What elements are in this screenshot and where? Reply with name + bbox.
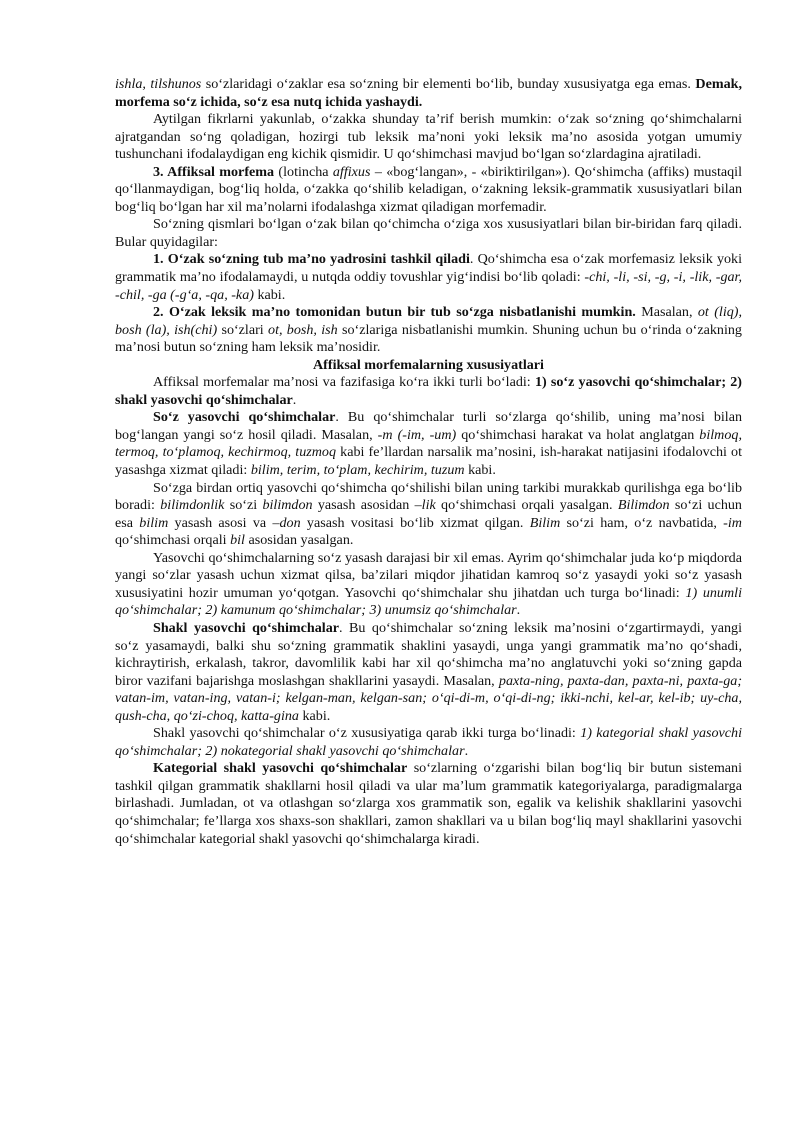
paragraph-11 <box>115 620 742 725</box>
text-run: 2. O‘zak leksik ma’no tomonidan butun bir tub so‘zga nisbatlanishi mumkin. <box>153 304 636 321</box>
text-run: . Qo‘shimcha esa o‘zak morfemasiz leksik yoki grammatik ma’no ifodalamaydi, u nutqda oddiy tovushlar yig‘indisi bo‘lib qoladi: - <box>115 251 742 286</box>
text-run: . <box>516 602 521 619</box>
text-run: bilmoq, termoq, to‘plamoq, kechirmoq, tuzmoq <box>115 426 742 461</box>
paragraph-13 <box>115 760 742 848</box>
paragraph-9 <box>115 480 742 550</box>
text-run: So‘z yasovchi qo‘shimchalar <box>153 409 336 426</box>
text-run: Shakl yasovchi qo‘shimchalar o‘z xususiyatiga qarab ikki turga bo‘linadi: <box>153 725 581 742</box>
text-run: chi, -li, -si, -g, -i, -lik, -gar, -chil, -ga (-g‘a, -qa, -ka) <box>115 269 742 303</box>
paragraph-12 <box>115 725 742 760</box>
text-run: 1. O‘zak so‘zning tub ma’no yadrosini tashkil qiladi <box>153 251 470 268</box>
text-run: 1) so‘z yasovchi qo‘shimchalar; 2) shakl yasovchi qo‘shimchalar <box>115 374 742 408</box>
text-run: Kategorial shakl yasovchi qo‘shimchalar <box>153 760 408 777</box>
text-run: qo‘shimchasi orqali yasalgan. <box>435 497 618 514</box>
text-run: so‘zlaridagi o‘zaklar esa so‘zning bir elementi bo‘lib, bunday xususiyatga ega emas. <box>201 76 696 92</box>
text-run: – «bog‘langan», - «biriktirilgan»). Qo‘shimcha (affiks) mustaqil qo‘llanmaydigan, bog‘liq holda, o‘zakka qo‘shilib keladigan, o‘zakning leksik-grammatik xususiyatlari bilan bog‘liq bo‘lgan har xil ma’nolarni ifodalashga xizmat qiladigan morfemadir. <box>115 163 743 215</box>
text-run: bilimdonlik <box>160 497 225 514</box>
text-run: ot, bosh, ish <box>268 321 338 338</box>
text-run: bilim <box>139 514 169 531</box>
text-run: bilim, terim, to‘plam, kechirim, tuzum <box>250 462 465 479</box>
text-run: qo‘shimchasi orqali <box>115 532 231 549</box>
paragraph-8 <box>115 409 742 479</box>
text-run: so‘zi <box>224 497 263 514</box>
text-run: So‘zning qismlari bo‘lgan o‘zak bilan qo‘chimcha o‘ziga xos xususiyatlari bilan bir-biridan farq qiladi. Bular quyidagilar: <box>115 216 742 250</box>
text-run: (lotincha <box>274 163 333 180</box>
paragraph-4 <box>115 216 742 251</box>
text-run: yasash asosidan <box>312 497 415 514</box>
text-run: affixus <box>332 163 371 180</box>
paragraph-3 <box>115 164 742 217</box>
text-run: . Bu qo‘shimchalar turli so‘zlarga qo‘shilib, uning ma’nosi bilan bog‘langan yangi so‘z hosil qiladi. Masalan, <box>115 409 742 443</box>
text-run: so‘zlariga nisbatlanishi mumkin. Shuning uchun bu o‘rinda o‘zakning ma’nosi butun so‘zning ham leksik ma’nosidir. <box>115 321 742 356</box>
text-run: Yasovchi qo‘shimchalarning so‘z yasash darajasi bir xil emas. Ayrim qo‘shimchalar juda ko‘p miqdorda yangi so‘zlar yasash uchun xizmat qilsa, ba’zilari miqdor jihatidan kamroq so‘z yasaydi yoki so‘z yasash xususiyatini hozir umuman yo‘qotgan. Yasovchi qo‘shimchalar shu jihatdan uch turga bo‘linadi: <box>115 549 742 601</box>
text-run: -m (-im, -um) <box>377 426 457 443</box>
text-run: kabi. <box>253 286 286 303</box>
text-run: bil <box>230 532 245 549</box>
text-run: ishla, tilshunos <box>115 76 202 92</box>
text-run: kabi. <box>464 462 496 479</box>
text-run: Masalan, <box>635 304 698 321</box>
text-run: kabi. <box>298 707 331 724</box>
text-run: so‘zlarning o‘zgarishi bilan bog‘liq bir butun sistemani tashkil qilgan grammatik shakllarni hosil qiladi va ular ma’lum grammatik kategoriyalarga, paradigmalarga birlashadi. Jumladan, ot va otlashgan so‘zlarga xos grammatik son, egalik va kelishik shakllarini yasovchi qo‘shimchalar; fe’llarga xos shaxs-son shakllari, zamon shakllari va u bilan bog‘liq mayl shakllarini yasovchi qo‘shimchalar kategorial shakl yasovchi qo‘shimchalarga kiradi. <box>115 760 743 847</box>
text-run: 1) kategorial shakl yasovchi qo‘shimchalar; 2) nokategorial shakl yasovchi qo‘shimchalar <box>115 725 742 759</box>
text-run: . Bu qo‘shimchalar so‘zning leksik ma’nosini o‘zgartirmaydi, yangi so‘z yasamaydi, balki shu so‘zning grammatik shaklini yasaydi, unga yangi grammatik ma’no qo‘shadi, kichraytirish, erkalash, takror, davomlilik kabi har xil qo‘shimcha ma’no anglatuvchi yoki so‘zning gapda biror vazifani bajarishga moslashgan shakllarini yasaydi. Masalan, <box>115 619 743 689</box>
text-run: Aytilgan fikrlarni yakunlab, o‘zakka shunday ta’rif berish mumkin: o‘zak so‘zning qo‘shimchalarni ajratgandan so‘ng qoladigan, hozirgi tub leksik ma’noni yoki leksik ma’no asosida yotgan umumiy tushunchani ifodalaydigan eng kichik qismidir. U qo‘shimchasi mavjud bo‘lgan so‘zlardagina ajratiladi. <box>115 111 742 163</box>
text-run: . <box>464 742 469 759</box>
text-run: so‘zi uchun esa <box>115 497 742 531</box>
paragraph-10 <box>115 550 742 620</box>
paragraph-5 <box>115 251 742 304</box>
text-run: Bilim <box>529 514 561 531</box>
text-run: bilimdon <box>262 497 313 514</box>
text-run: So‘zga birdan ortiq yasovchi qo‘shimcha qo‘shilishi bilan uning tarkibi murakkab qurilishga ega bo‘lib boradi: <box>115 479 742 514</box>
text-run: so‘zlari <box>217 321 269 338</box>
text-run: –lik <box>414 497 436 514</box>
text-run: Bilimdon <box>617 497 670 514</box>
text-run: asosidan yasalgan. <box>244 532 354 549</box>
text-run: yasash vositasi bo‘lib xizmat qilgan. <box>300 514 530 531</box>
text-run: 3. Affiksal morfema <box>153 163 275 180</box>
text-run: . <box>292 391 297 408</box>
text-run: 1) unumli qo‘shimchalar; 2) kamunum qo‘shimchalar; 3) unumsiz qo‘shimchalar <box>115 584 742 619</box>
text-run: Demak, morfema so‘z ichida, so‘z esa nutq ichida yashaydi. <box>115 76 742 110</box>
text-run: so‘zi ham, o‘z navbatida, <box>560 514 724 531</box>
paragraph-2 <box>115 111 742 164</box>
text-run: -im <box>723 514 742 531</box>
paragraph-1 <box>115 76 742 111</box>
text-run: paxta-ning, paxta-dan, paxta-ni, paxta-ga; vatan-im, vatan-ing, vatan-i; kelgan-man, kelgan-san; o‘qi-di-m, o‘qi-di-ng; ikki-nchi, kel-ar, kel-ib; uy-cha, qush-cha, qo‘zi-choq, katta-gina <box>115 672 743 724</box>
text-run: –don <box>272 514 301 531</box>
section-heading: Affiksal morfemalarning xususiyatlari <box>313 356 544 373</box>
paragraph-7 <box>115 374 742 409</box>
text-run: qo‘shimchasi harakat va holat anglatgan <box>456 426 700 443</box>
text-run: ot (liq), bosh (la), ish(chi) <box>115 304 742 338</box>
text-run: Shakl yasovchi qo‘shimchalar <box>153 619 340 636</box>
text-run: kabi fe’llardan narsalik ma’nosini, ish-harakat natijasini ifodalovchi ot yasashga xizmat qiladi: <box>115 444 743 479</box>
text-run: yasash asosi va <box>168 514 273 531</box>
paragraph-6 <box>115 304 742 357</box>
text-run: Affiksal morfemalar ma’nosi va fazifasiga ko‘ra ikki turli bo‘ladi: <box>153 374 535 391</box>
